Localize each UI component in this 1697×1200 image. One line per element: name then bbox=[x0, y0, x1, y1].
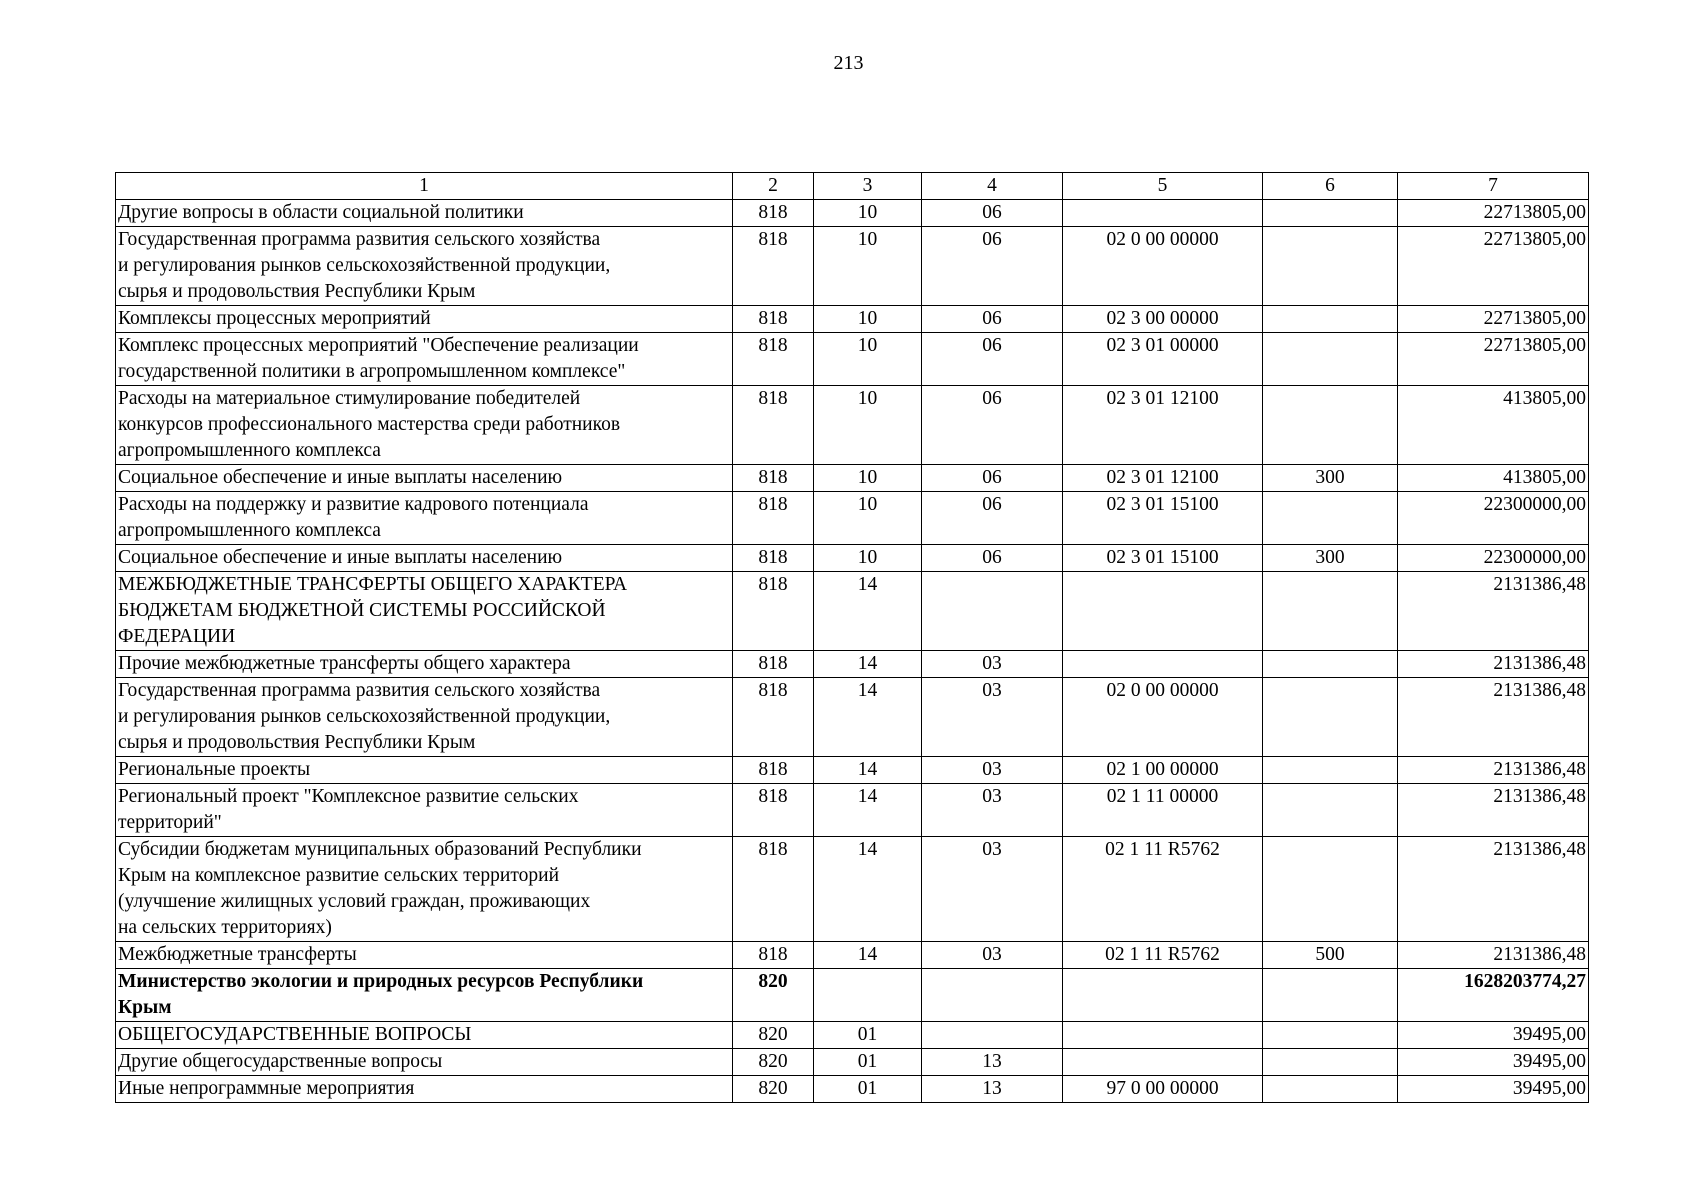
row-section-cell: 14 bbox=[814, 784, 922, 837]
row-amount-cell: 2131386,48 bbox=[1398, 784, 1589, 837]
row-subsection-cell bbox=[922, 1022, 1063, 1049]
row-amount-cell: 2131386,48 bbox=[1398, 651, 1589, 678]
row-amount-cell: 1628203774,27 bbox=[1398, 969, 1589, 1022]
budget-table bbox=[115, 172, 1589, 1103]
row-name-cell: МЕЖБЮДЖЕТНЫЕ ТРАНСФЕРТЫ ОБЩЕГО ХАРАКТЕРА БЮДЖЕТАМ БЮДЖЕТНОЙ СИСТЕМЫ РОССИЙСКОЙ ФЕДЕРАЦИИ bbox=[116, 572, 733, 651]
row-expense-type-cell bbox=[1263, 1022, 1398, 1049]
row-section-cell: 10 bbox=[814, 545, 922, 572]
table-row bbox=[116, 757, 1589, 784]
row-target-article-cell: 02 3 01 15100 bbox=[1063, 492, 1263, 545]
row-section-cell: 01 bbox=[814, 1076, 922, 1103]
table-header-row bbox=[116, 173, 1589, 200]
row-amount-cell: 22713805,00 bbox=[1398, 200, 1589, 227]
row-code-cell: 818 bbox=[733, 465, 814, 492]
row-target-article-cell bbox=[1063, 1022, 1263, 1049]
row-amount-cell: 2131386,48 bbox=[1398, 678, 1589, 757]
row-code-cell: 820 bbox=[733, 969, 814, 1022]
row-target-article-cell: 02 0 00 00000 bbox=[1063, 678, 1263, 757]
row-section-cell: 10 bbox=[814, 200, 922, 227]
column-header-6: 6 bbox=[1263, 173, 1398, 200]
table-row bbox=[116, 969, 1589, 1022]
row-target-article-cell: 02 3 01 12100 bbox=[1063, 386, 1263, 465]
row-code-cell: 820 bbox=[733, 1049, 814, 1076]
row-subsection-cell: 03 bbox=[922, 784, 1063, 837]
row-target-article-cell: 97 0 00 00000 bbox=[1063, 1076, 1263, 1103]
row-target-article-cell bbox=[1063, 651, 1263, 678]
row-subsection-cell: 03 bbox=[922, 678, 1063, 757]
row-name-cell: Государственная программа развития сельского хозяйства и регулирования рынков сельскохозяйственной продукции, сырья и продовольствия Республики Крым bbox=[116, 227, 733, 306]
row-name-cell: ОБЩЕГОСУДАРСТВЕННЫЕ ВОПРОСЫ bbox=[116, 1022, 733, 1049]
table-row bbox=[116, 545, 1589, 572]
row-code-cell: 820 bbox=[733, 1076, 814, 1103]
row-name-cell: Региональные проекты bbox=[116, 757, 733, 784]
row-code-cell: 818 bbox=[733, 492, 814, 545]
row-section-cell bbox=[814, 969, 922, 1022]
row-name-cell: Комплекс процессных мероприятий "Обеспечение реализации государственной политики в агропромышленном комплексе" bbox=[116, 333, 733, 386]
row-subsection-cell: 06 bbox=[922, 492, 1063, 545]
row-section-cell: 10 bbox=[814, 386, 922, 465]
row-subsection-cell: 06 bbox=[922, 200, 1063, 227]
row-name-cell: Государственная программа развития сельского хозяйства и регулирования рынков сельскохозяйственной продукции, сырья и продовольствия Республики Крым bbox=[116, 678, 733, 757]
row-name-cell: Субсидии бюджетам муниципальных образований Республики Крым на комплексное развитие сельских территорий (улучшение жилищных условий граждан, проживающих на сельских территориях) bbox=[116, 837, 733, 942]
row-expense-type-cell: 500 bbox=[1263, 942, 1398, 969]
table-row bbox=[116, 465, 1589, 492]
row-amount-cell: 22300000,00 bbox=[1398, 492, 1589, 545]
row-name-cell: Комплексы процессных мероприятий bbox=[116, 306, 733, 333]
row-name-cell: Расходы на материальное стимулирование победителей конкурсов профессионального мастерства среди работников агропромышленного комплекса bbox=[116, 386, 733, 465]
row-amount-cell: 2131386,48 bbox=[1398, 942, 1589, 969]
row-code-cell: 818 bbox=[733, 200, 814, 227]
row-code-cell: 818 bbox=[733, 784, 814, 837]
column-header-7: 7 bbox=[1398, 173, 1589, 200]
row-name-cell: Региональный проект "Комплексное развитие сельских территорий" bbox=[116, 784, 733, 837]
row-name-cell: Иные непрограммные мероприятия bbox=[116, 1076, 733, 1103]
row-name-cell: Прочие межбюджетные трансферты общего характера bbox=[116, 651, 733, 678]
row-amount-cell: 413805,00 bbox=[1398, 386, 1589, 465]
row-name-cell: Другие общегосударственные вопросы bbox=[116, 1049, 733, 1076]
row-section-cell: 14 bbox=[814, 651, 922, 678]
row-subsection-cell: 06 bbox=[922, 333, 1063, 386]
row-subsection-cell: 06 bbox=[922, 306, 1063, 333]
row-expense-type-cell bbox=[1263, 333, 1398, 386]
row-amount-cell: 413805,00 bbox=[1398, 465, 1589, 492]
table-row bbox=[116, 492, 1589, 545]
row-section-cell: 10 bbox=[814, 333, 922, 386]
row-section-cell: 01 bbox=[814, 1022, 922, 1049]
row-subsection-cell: 06 bbox=[922, 227, 1063, 306]
row-code-cell: 818 bbox=[733, 837, 814, 942]
table-row bbox=[116, 1076, 1589, 1103]
row-amount-cell: 22713805,00 bbox=[1398, 333, 1589, 386]
row-expense-type-cell bbox=[1263, 200, 1398, 227]
row-expense-type-cell bbox=[1263, 651, 1398, 678]
row-code-cell: 818 bbox=[733, 678, 814, 757]
row-target-article-cell: 02 1 00 00000 bbox=[1063, 757, 1263, 784]
row-target-article-cell bbox=[1063, 969, 1263, 1022]
row-subsection-cell: 03 bbox=[922, 942, 1063, 969]
row-expense-type-cell bbox=[1263, 572, 1398, 651]
row-target-article-cell: 02 3 00 00000 bbox=[1063, 306, 1263, 333]
row-section-cell: 01 bbox=[814, 1049, 922, 1076]
row-code-cell: 820 bbox=[733, 1022, 814, 1049]
row-section-cell: 10 bbox=[814, 492, 922, 545]
row-code-cell: 818 bbox=[733, 545, 814, 572]
row-amount-cell: 39495,00 bbox=[1398, 1022, 1589, 1049]
row-amount-cell: 22300000,00 bbox=[1398, 545, 1589, 572]
row-name-cell: Социальное обеспечение и иные выплаты населению bbox=[116, 545, 733, 572]
table-row bbox=[116, 227, 1589, 306]
row-code-cell: 818 bbox=[733, 227, 814, 306]
row-code-cell: 818 bbox=[733, 386, 814, 465]
row-target-article-cell: 02 3 01 15100 bbox=[1063, 545, 1263, 572]
row-target-article-cell: 02 3 01 00000 bbox=[1063, 333, 1263, 386]
row-amount-cell: 22713805,00 bbox=[1398, 306, 1589, 333]
row-expense-type-cell bbox=[1263, 492, 1398, 545]
row-subsection-cell bbox=[922, 969, 1063, 1022]
row-target-article-cell bbox=[1063, 200, 1263, 227]
row-subsection-cell: 06 bbox=[922, 386, 1063, 465]
row-target-article-cell: 02 1 11 00000 bbox=[1063, 784, 1263, 837]
row-expense-type-cell bbox=[1263, 386, 1398, 465]
row-subsection-cell: 06 bbox=[922, 465, 1063, 492]
row-name-cell: Другие вопросы в области социальной политики bbox=[116, 200, 733, 227]
row-target-article-cell bbox=[1063, 572, 1263, 651]
table-row bbox=[116, 678, 1589, 757]
row-expense-type-cell bbox=[1263, 784, 1398, 837]
table-row bbox=[116, 333, 1589, 386]
table-row bbox=[116, 200, 1589, 227]
row-expense-type-cell bbox=[1263, 1076, 1398, 1103]
table-row bbox=[116, 1022, 1589, 1049]
row-expense-type-cell bbox=[1263, 227, 1398, 306]
column-header-3: 3 bbox=[814, 173, 922, 200]
row-subsection-cell: 06 bbox=[922, 545, 1063, 572]
row-section-cell: 14 bbox=[814, 942, 922, 969]
row-section-cell: 10 bbox=[814, 306, 922, 333]
row-subsection-cell bbox=[922, 572, 1063, 651]
row-expense-type-cell bbox=[1263, 969, 1398, 1022]
row-name-cell: Социальное обеспечение и иные выплаты населению bbox=[116, 465, 733, 492]
column-header-4: 4 bbox=[922, 173, 1063, 200]
row-name-cell: Министерство экологии и природных ресурсов Республики Крым bbox=[116, 969, 733, 1022]
row-code-cell: 818 bbox=[733, 651, 814, 678]
row-amount-cell: 2131386,48 bbox=[1398, 757, 1589, 784]
table-row bbox=[116, 942, 1589, 969]
table-row bbox=[116, 306, 1589, 333]
table-row bbox=[116, 572, 1589, 651]
table-body bbox=[116, 173, 1589, 1103]
row-section-cell: 10 bbox=[814, 227, 922, 306]
row-name-cell: Расходы на поддержку и развитие кадрового потенциала агропромышленного комплекса bbox=[116, 492, 733, 545]
row-target-article-cell: 02 1 11 R5762 bbox=[1063, 942, 1263, 969]
row-code-cell: 818 bbox=[733, 757, 814, 784]
table-row bbox=[116, 837, 1589, 942]
row-target-article-cell: 02 0 00 00000 bbox=[1063, 227, 1263, 306]
row-subsection-cell: 13 bbox=[922, 1076, 1063, 1103]
row-amount-cell: 39495,00 bbox=[1398, 1049, 1589, 1076]
row-expense-type-cell bbox=[1263, 678, 1398, 757]
row-amount-cell: 2131386,48 bbox=[1398, 837, 1589, 942]
row-subsection-cell: 03 bbox=[922, 651, 1063, 678]
row-amount-cell: 2131386,48 bbox=[1398, 572, 1589, 651]
row-section-cell: 14 bbox=[814, 678, 922, 757]
column-header-5: 5 bbox=[1063, 173, 1263, 200]
row-code-cell: 818 bbox=[733, 942, 814, 969]
table-row bbox=[116, 651, 1589, 678]
table-row bbox=[116, 784, 1589, 837]
row-target-article-cell bbox=[1063, 1049, 1263, 1076]
row-code-cell: 818 bbox=[733, 333, 814, 386]
row-code-cell: 818 bbox=[733, 306, 814, 333]
row-expense-type-cell bbox=[1263, 757, 1398, 784]
row-subsection-cell: 03 bbox=[922, 837, 1063, 942]
row-section-cell: 10 bbox=[814, 465, 922, 492]
table-row bbox=[116, 386, 1589, 465]
row-target-article-cell: 02 1 11 R5762 bbox=[1063, 837, 1263, 942]
row-amount-cell: 39495,00 bbox=[1398, 1076, 1589, 1103]
row-expense-type-cell bbox=[1263, 837, 1398, 942]
page-number: 213 bbox=[833, 52, 864, 74]
row-section-cell: 14 bbox=[814, 757, 922, 784]
row-code-cell: 818 bbox=[733, 572, 814, 651]
row-amount-cell: 22713805,00 bbox=[1398, 227, 1589, 306]
row-expense-type-cell bbox=[1263, 306, 1398, 333]
row-subsection-cell: 03 bbox=[922, 757, 1063, 784]
row-subsection-cell: 13 bbox=[922, 1049, 1063, 1076]
row-expense-type-cell: 300 bbox=[1263, 545, 1398, 572]
column-header-2: 2 bbox=[733, 173, 814, 200]
row-expense-type-cell: 300 bbox=[1263, 465, 1398, 492]
column-header-1: 1 bbox=[116, 173, 733, 200]
row-name-cell: Межбюджетные трансферты bbox=[116, 942, 733, 969]
row-expense-type-cell bbox=[1263, 1049, 1398, 1076]
row-section-cell: 14 bbox=[814, 837, 922, 942]
table-row bbox=[116, 1049, 1589, 1076]
row-section-cell: 14 bbox=[814, 572, 922, 651]
row-target-article-cell: 02 3 01 12100 bbox=[1063, 465, 1263, 492]
